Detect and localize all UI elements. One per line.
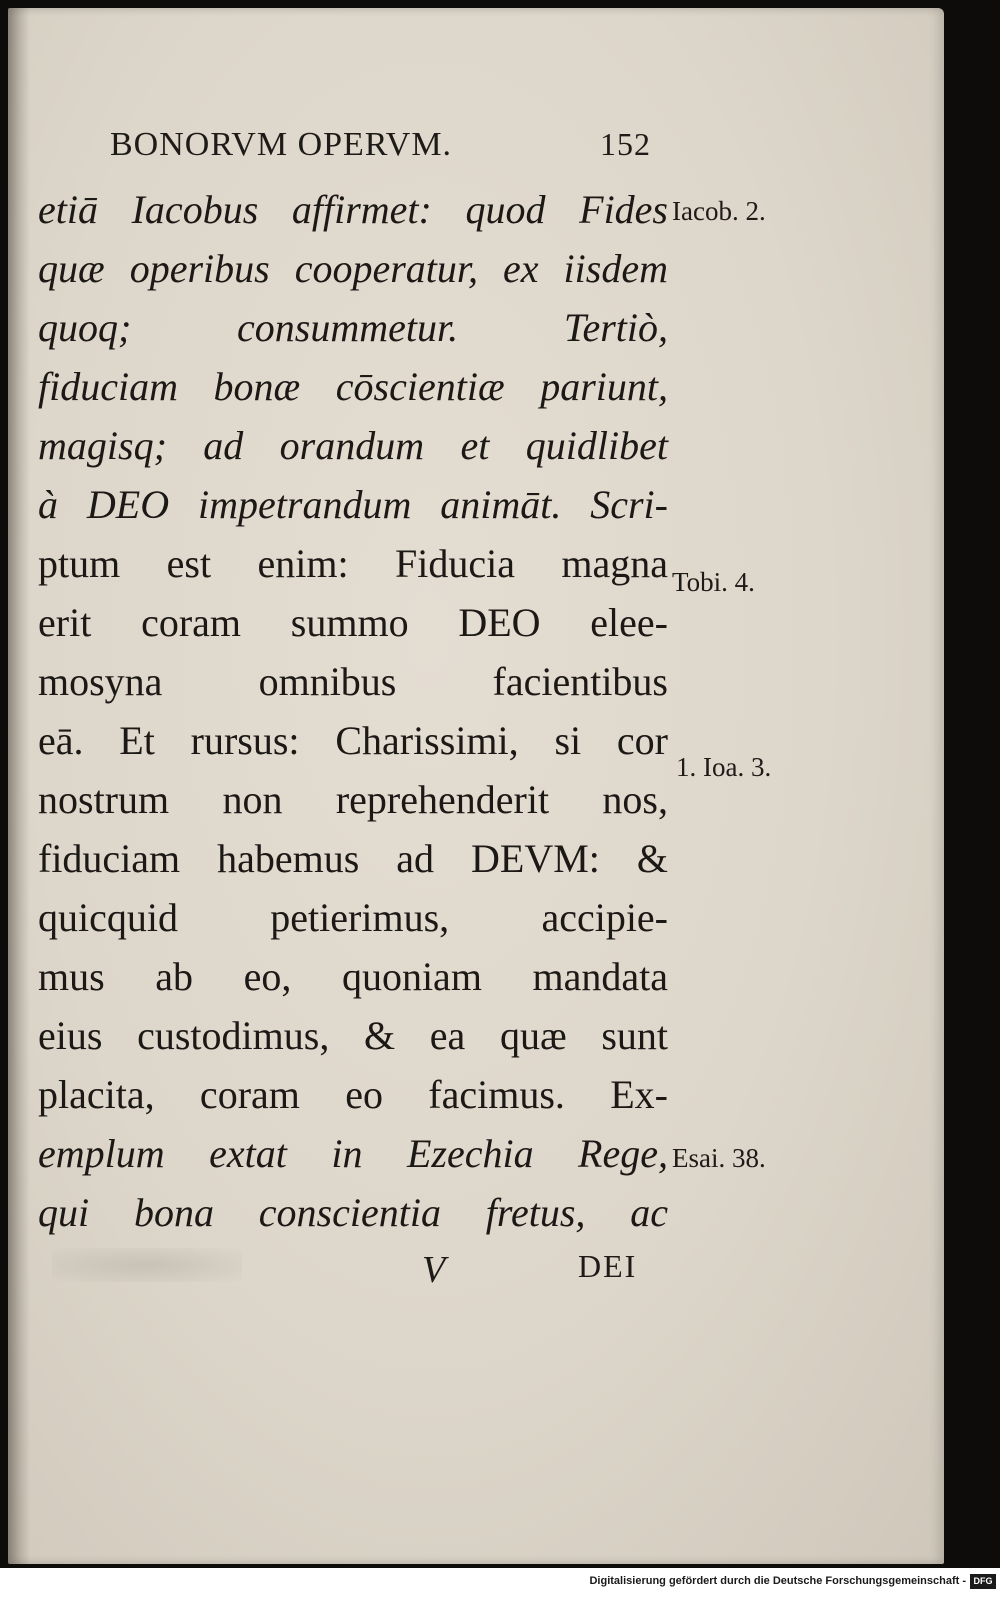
text-line: magisq; ad orandum et quidlibet (38, 423, 668, 468)
text-line: erit coram summo DEO elee- (38, 600, 668, 645)
text-line: quoq; consummetur. Tertiò, (38, 305, 668, 350)
text-line: mosyna omnibus facientibus (38, 659, 668, 704)
text-line: nostrum non reprehenderit nos, (38, 777, 668, 822)
text-block (38, 180, 668, 1242)
margin-note-ioa: 1. Ioa. 3. (676, 752, 772, 782)
text-line: mus ab eo, quoniam mandata (38, 954, 668, 999)
text-line: fiduciam bonæ cōscientiæ pariunt, (38, 364, 668, 409)
running-head-title: BONORVM OPERVM. (110, 126, 453, 163)
text-line: eius custodimus, & ea quæ sunt (38, 1013, 668, 1058)
text-line: à DEO impetrandum animāt. Scri- (38, 482, 668, 527)
text-line: etiā Iacobus affirmet: quod Fides (38, 187, 668, 232)
signature-mark: V (422, 1249, 446, 1291)
text-line: ptum est enim: Fiducia magna (38, 541, 668, 586)
text-line: fiduciam habemus ad DEVM: & (38, 836, 668, 881)
text-line: qui bona conscientia fretus, ac (38, 1190, 668, 1235)
spine-shadow (8, 8, 30, 1564)
footer-credit: Digitalisierung gefördert durch die Deutsche Forschungsgemeinschaft - (589, 1575, 966, 1587)
ink-smudge (52, 1248, 242, 1282)
margin-note-esai: Esai. 38. (672, 1143, 766, 1173)
margin-note-tobi: Tobi. 4. (672, 567, 755, 597)
page-number: 152 (600, 126, 651, 162)
text-line: eā. Et rursus: Charissimi, si cor (38, 718, 668, 763)
text-line: quicquid petierimus, accipie- (38, 895, 668, 940)
dfg-logo: DFG (970, 1574, 996, 1589)
footer-bar (0, 1568, 1000, 1597)
margin-note-iacob: Iacob. 2. (672, 196, 766, 226)
running-head (110, 126, 670, 176)
text-line: placita, coram eo facimus. Ex- (38, 1072, 668, 1117)
text-line: quæ operibus cooperatur, ex iisdem (38, 246, 668, 291)
text-line: emplum extat in Ezechia Rege, (38, 1131, 668, 1176)
catchword: DEI (578, 1248, 638, 1284)
